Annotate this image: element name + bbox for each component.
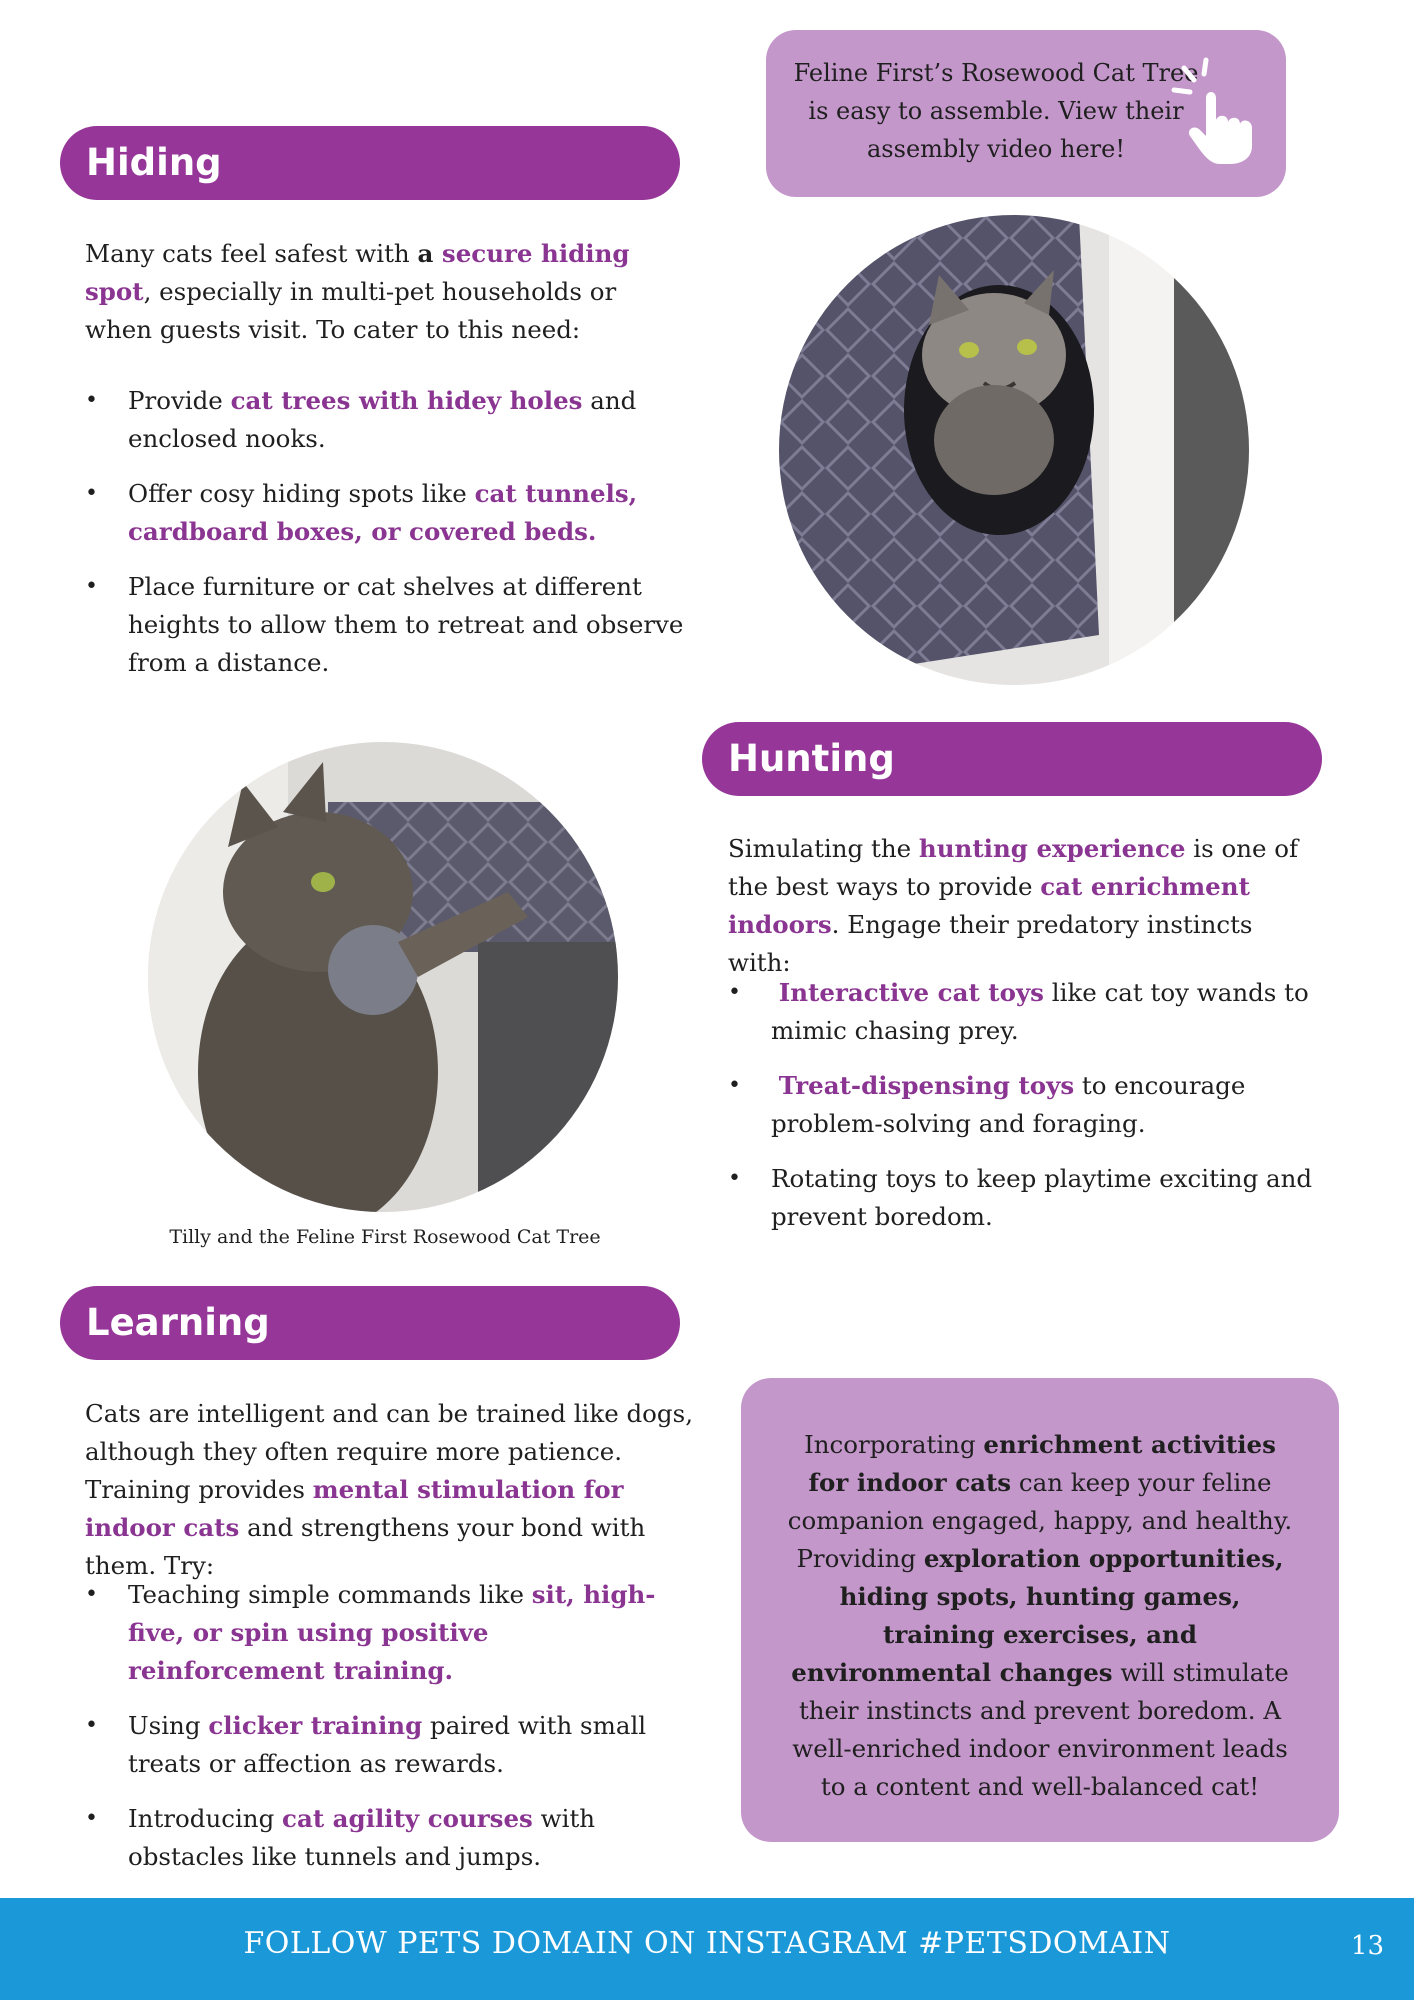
hunting-title: Hunting (728, 737, 895, 780)
list-item: • Interactive cat toys like cat toy wands to mimic chasing prey. (728, 978, 1309, 1045)
photo-caption: Tilly and the Feline First Rosewood Cat Tree (169, 1226, 601, 1248)
list-item: • Teaching simple commands like sit, high-five, or spin using positive reinforcement training. (85, 1580, 656, 1685)
page-number: 13 (1350, 1931, 1384, 1961)
callout-text: Feline First’s Rosewood Cat Tree is easy to assemble. View their assembly video here! (793, 59, 1199, 163)
list-item: • Introducing cat agility courses with obstacles like tunnels and jumps. (85, 1804, 596, 1871)
hunting-intro: Simulating the hunting experience is one of the best ways to provide cat enrichment indoors. Engage their predatory instincts with: (728, 834, 1299, 977)
list-item: • Treat-dispensing toys to encourage problem-solving and foraging. (728, 1071, 1246, 1138)
learning-bullets (85, 1576, 685, 1893)
list-item: • Provide cat trees with hidey holes and enclosed nooks. (85, 386, 637, 453)
learning-intro: Cats are intelligent and can be trained like dogs, although they often require more patience. Training provides mental stimulation for indoor cats and strengthens your bond with them. Try: (85, 1399, 693, 1580)
hiding-bullets (85, 382, 685, 699)
assembly-video-callout[interactable] (766, 30, 1286, 197)
list-item: • Using clicker training paired with small treats or affection as rewards. (85, 1711, 647, 1778)
hiding-title: Hiding (86, 141, 222, 184)
learning-heading (60, 1286, 680, 1360)
footer-bar (0, 1898, 1414, 2000)
list-item: • Rotating toys to keep playtime exciting and prevent boredom. (728, 1164, 1313, 1231)
cat-playing-on-cat-tree-photo (148, 742, 618, 1212)
instagram-follow-text[interactable]: FOLLOW PETS DOMAIN ON INSTAGRAM #PETSDOMAIN (243, 1926, 1171, 1961)
hunting-heading (702, 722, 1322, 796)
cat-in-hidey-hole-photo (779, 215, 1249, 685)
list-item: • Offer cosy hiding spots like cat tunnels, cardboard boxes, or covered beds. (85, 479, 638, 546)
hiding-heading (60, 126, 680, 200)
summary-box (741, 1378, 1339, 1842)
hunting-bullets (728, 974, 1318, 1253)
hiding-intro: Many cats feel safest with a secure hiding spot, especially in multi-pet households or when guests visit. To cater to this need: (85, 239, 630, 344)
summary-text: Incorporating enrichment activities for indoor cats can keep your feline companion engaged, happy, and healthy. Providing exploration opportunities, hiding spots, hunting games, training exercises, and environmental changes will stimulate their instincts and prevent boredom. A well-enriched indoor environment leads to a content and well-balanced cat! (787, 1430, 1293, 1801)
list-item: • Place furniture or cat shelves at different heights to allow them to retreat and observe from a distance. (85, 572, 684, 677)
learning-title: Learning (86, 1301, 270, 1344)
pointing-hand-tap-icon (1166, 54, 1266, 164)
